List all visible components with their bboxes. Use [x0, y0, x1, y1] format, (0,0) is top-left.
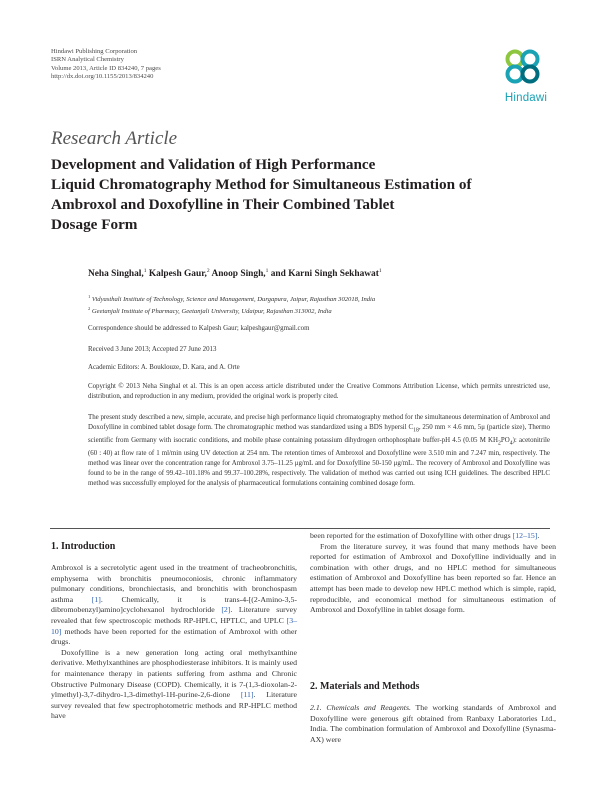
reference-link[interactable]: [12–15]	[512, 531, 538, 540]
section-divider	[50, 528, 550, 529]
received-dates: Received 3 June 2013; Accepted 27 June 2013	[88, 346, 217, 353]
copyright-notice: Copyright © 2013 Neha Singhal et al. This is an open access article distributed under the Creative Commons Attribution License, which permits unrestricted use, distribution, and reproduction in any medium, provided the original work is properly cited.	[88, 383, 550, 400]
section-heading: 2. Materials and Methods	[310, 681, 420, 692]
section-heading: 1. Introduction	[51, 541, 116, 552]
left-column	[51, 563, 297, 722]
academic-editors: Academic Editors: A. Bouklouze, D. Kara, and A. Orte	[88, 364, 240, 371]
abstract: The present study described a new, simple, accurate, and precise high performance liquid chromatography method for the simultaneous determination of Ambroxol and Doxofylline in combined tablet dosage form. The chromatographic method was standardized using a BDS hypersil $C_{18}$, 250 mm × 4.6 mm, 5μ (particle size), Thermo scientific from Germany with isocratic conditions, and mobile phase containing potassium dihydrogen orthophosphate buffer-pH 4.5 (0.05 M $KH_2PO_4$): acetonitrile (60 : 40) at flow rate of 1 ml/min using UV detection at 254 nm. The retention times of Ambroxol and Doxofylline were 3.510 min and 7.247 min, respectively. The method was linear over the concentration range for Ambroxol 3.75–11.25 μg/mL and for Doxofylline 50-150 μg/mL. The recovery of Ambroxol and Doxofylline was found to be in the range of 99.42–101.18% and 99.37–100.28%, respectively. The validation of method was carried out using ICH guidelines. The described HPLC method was successfully employed for the analysis of pharmaceutical formulations containing combined dosage form.	[88, 414, 550, 488]
paragraph: From the literature survey, it was found that many methods have been reported for estimation of Ambroxol and Doxofylline individually and in combination with other drugs, and no HPLC method for simultaneous estimation of Ambroxol and Doxofylline has been reported so far. Hence an attempt has been made to develop new HPLC method which is simple, rapid, reproducible, and economical method for simultaneous estimation of Ambroxol and Doxofylline in tablet dosage form.	[310, 541, 556, 615]
author-affiliation-mark: 1	[143, 268, 147, 274]
author-name: Neha Singhal,	[88, 269, 144, 280]
author-name: and Karni Singh Sekhawat	[270, 269, 379, 280]
title-line: Development and Validation of High Performance	[51, 156, 376, 173]
subsection-heading: 2.1. Chemicals and Reagents.	[310, 703, 411, 712]
affiliation: $^1$ Vidyasthali Institute of Technology, Science and Management, Durgapura, Jaipur, Rajasthan 302018, India	[88, 294, 376, 304]
paragraph: 2.1. Chemicals and Reagents. The working standards of Ambroxol and Doxofylline were generous gift obtained from Ranbaxy Laboratories Ltd., India. The combination formulation of Ambroxol and Doxofylline (Synasma-AX) were	[310, 703, 556, 744]
title-line: Ambroxol and Doxofylline in Their Combined Tablet	[51, 196, 395, 213]
author-list	[88, 268, 382, 279]
section2-body	[310, 703, 556, 745]
doi-link[interactable]: http://dx.doi.org/10.1155/2013/834240	[51, 73, 154, 81]
title-line: Dosage Form	[51, 216, 138, 233]
paragraph: been reported for the estimation of Doxofylline with other drugs [12–15].	[310, 531, 540, 540]
affiliation: $^2$ Geetanjali Institute of Pharmacy, Geetanjali University, Udaipur, Rajasthan 313002, India	[88, 306, 332, 316]
article-type: Research Article	[51, 128, 178, 149]
article-title	[51, 155, 571, 235]
journal-name: ISRN Analytical Chemistry	[51, 56, 124, 64]
reference-link[interactable]: [11]	[240, 690, 254, 700]
reference-link[interactable]: [3–10]	[51, 615, 297, 636]
author-affiliation-mark: 1	[265, 268, 269, 274]
journal-header	[51, 48, 161, 82]
right-column	[310, 531, 556, 616]
author-affiliation-mark: 2	[206, 268, 210, 274]
volume-line: Volume 2013, Article ID 834240, 7 pages	[51, 64, 161, 72]
reference-link[interactable]: [2]	[221, 605, 231, 615]
author-name: Kalpesh Gaur,	[148, 269, 207, 280]
hindawi-logo-text: Hindawi	[504, 92, 548, 104]
title-line: Liquid Chromatography Method for Simultaneous Estimation of	[51, 176, 472, 193]
author-affiliation-mark: 1	[378, 268, 382, 274]
reference-link[interactable]: [1]	[91, 594, 101, 604]
publisher-name: Hindawi Publishing Corporation	[51, 48, 138, 55]
paragraph: Doxofylline is a new generation long acting oral methylxanthine derivative. Methylxanthines are phosphodiesterase inhibitors. It is mainly used for maintenance therapy in patients suffering from asthma and Chronic Obstructive Pulmonary Disease (COPD). Chemically, it is 7-(1,3-dioxolan-2-ylmethyl)-3,7-dihydro-1,3-dimethyl-1H-purine-2,6-dione [11]. Literature survey revealed that few spectrophotometric methods and RP-HPLC method have	[51, 647, 297, 721]
correspondence: Correspondence should be addressed to Kalpesh Gaur; kalpeshgaur@gmail.com	[88, 325, 310, 332]
author-name: Anoop Singh,	[211, 269, 266, 280]
paragraph: Ambroxol is a secretolytic agent used in the treatment of tracheobronchitis, emphysema with bronchitis pneumoconiosis, chronic inflammatory pulmonary conditions, bronchiectasis, and bronchitis with bronchospasm asthma [1]. Chemically, it is trans-4-[(2-Amino-3,5-dibromobenzyl)amino]cyclohexanol hydrochloride [2]. Literature survey revealed that few spectroscopic methods RP-HPLC, HPTLC, and UPLC [3–10] methods have been reported for the estimation of Ambroxol with other drugs.	[51, 563, 297, 647]
